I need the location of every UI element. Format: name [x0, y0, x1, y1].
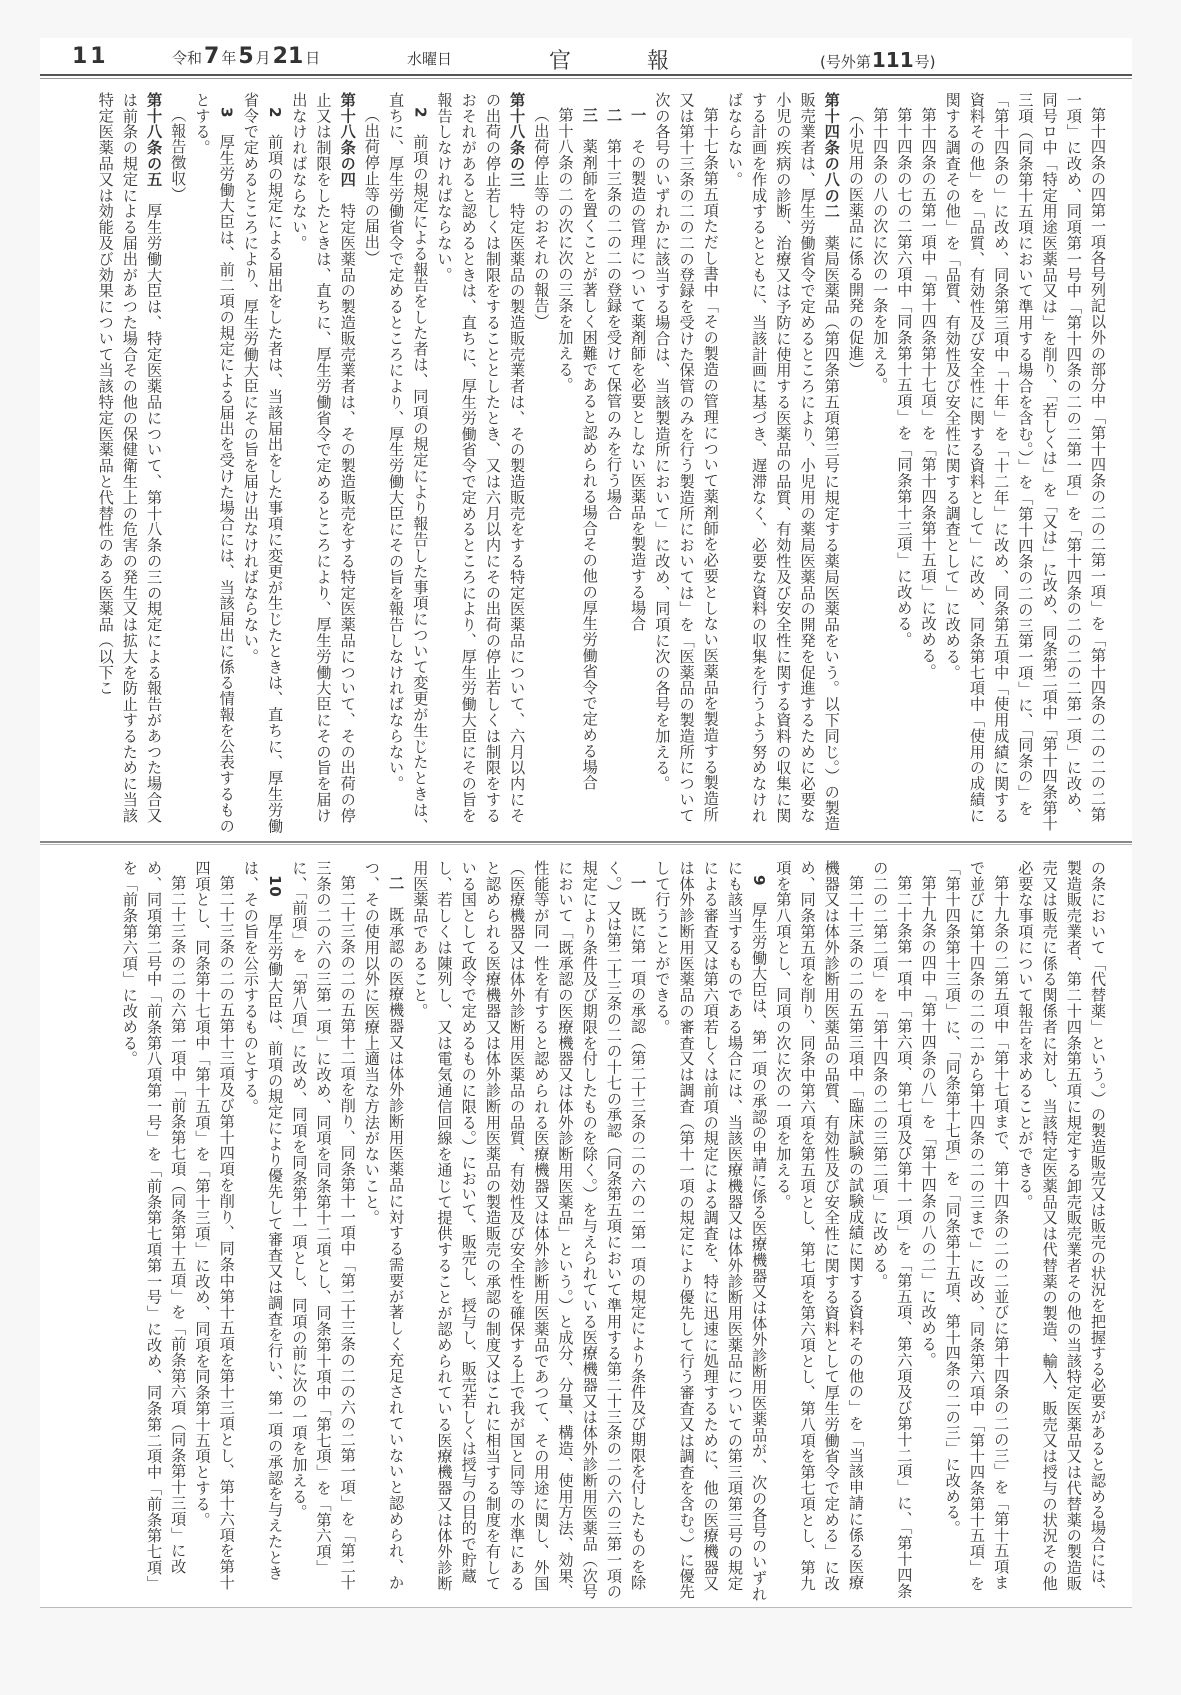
paragraph-text: 薬局医薬品（第四条第五項第三号に規定する薬局医薬品をいう。以下同じ。）の製造販売業者は、厚生労働省令で定めるところにより、小児用の薬局医薬品の開発を促進するために必要な小児の疾病の診断、治療又は予防に使用する医薬品の品質、有効性及び安全性に関する資料の収集に関する計画を作成するとともに、当該計画に基づき、遅滞なく、必要な資料の収集を行うよう努めなければならない。	[725, 92, 841, 832]
publication-title-po: 報	[647, 49, 670, 74]
item-paragraph	[408, 860, 650, 1602]
item-paragraph	[190, 92, 238, 834]
footer-divider	[40, 1607, 1132, 1608]
article-label: 一	[629, 875, 648, 892]
article-paragraph	[723, 92, 844, 834]
article-paragraph	[93, 92, 166, 834]
paragraph-text: 第十九条の二第五項中「第十七項まで、第十四条の二の二並びに第十四条の二の三」を「第十五項まで並びに第十四条の二の二から第十四条の二の三まで」に改め、同条第六項中「第十四条第十五項」を「第十四条第十三項」に、「同条第十七項」を「同条第十五項、第十四条の二の三」に改める。	[943, 860, 1011, 1592]
paragraph-text: 第二十三条の二の五第十二項を削り、同条第十一項中「第二十三条の二の六の二第一項」を「第二十三条の二の六の三第一項」に改め、同項を同条第十二項とし、同条第十項中「第七項」を「第六項」に、「前項」を「第八項」に改め、同項を同条第十一項とし、同項の前に次の一項を加える。	[290, 860, 357, 1591]
paragraph-text: 第二十三条の二の六第一項中「前条第七項（同条第十五項」を「前条第六項（同条第十三項」に改め、同項第二号中「前条第八項第一号」を「前条第七項第一号」に改め、同条第二項中「前条第七項」を「前条第六項」に改める。	[120, 860, 188, 1592]
paragraph-text: （小児用の医薬品に係る開発の促進）	[846, 107, 865, 378]
amendment-paragraph	[118, 860, 191, 1602]
item-paragraph	[239, 860, 287, 1602]
paragraph-text: 厚生労働大臣は、第一項の承認の申請に係る医療機器又は体外診断用医薬品が、次の各号のいずれにも該当するものである場合には、当該医療機器又は体外診断用医薬品についての第三項第三号の規定による審査又は第六項若しくは前項の規定による調査を、特に迅速に処理するために、他の医療機器又は体外診断用医薬品の審査又は調査（第十一項の規定により優先して行う審査又は調査を含む。）に優先して行うことができる。	[653, 860, 769, 1602]
issue-number: (号外第111号)	[820, 48, 936, 72]
paragraph-text: 厚生労働大臣は、前項の規定により優先して審査又は調査を行い、第一項の承認を与えたときは、その旨を公示するものとする。	[241, 860, 285, 1582]
paragraph-text: 第二十三条の二の五第十三項及び第十四項を削り、同条中第十五項を第十三項とし、第十六項を第十四項とし、同条第十七項中「第十五項」を「第十三項」に改め、同項を同条第十五項とする。	[193, 860, 236, 1591]
paragraph-text: 第十七条第五項ただし書中「その製造の管理について薬剤師を必要としない医薬品を製造する製造所又は第十三条の二の二の登録を受けた保管のみを行う製造所においては」を「医薬品の製造所について次の各号のいずれかに該当する場合は、当該製造所において」に改め、同項に次の各号を加える。	[653, 92, 720, 824]
item-paragraph	[384, 92, 432, 834]
amendment-paragraph	[190, 860, 238, 1602]
amendment-paragraph	[868, 860, 916, 1602]
paragraph-text: 第十四条の五第一項中「第十四条第十七項」を「第十四条第十五項」に改める。	[919, 107, 938, 680]
paragraph-text: 第十四条の八の次に次の一条を加える。	[871, 107, 890, 394]
text-paragraph	[1013, 860, 1110, 1602]
item-paragraph	[360, 860, 408, 1602]
gazette-page	[40, 38, 1132, 1608]
article-paragraph	[432, 92, 529, 834]
amendment-paragraph	[916, 92, 940, 834]
paragraph-text: 前項の規定による報告をした者は、同項の規定により報告した事項について変更が生じたときは、直ちに、厚生労働省令で定めるところにより、厚生労働大臣にその旨を報告しなければならない。	[387, 92, 430, 834]
article-caption	[844, 92, 868, 834]
top-text-section	[70, 92, 1110, 834]
article-caption	[166, 92, 190, 834]
paragraph-text: （報告徴収）	[169, 107, 188, 203]
article-caption	[529, 92, 553, 834]
page-header	[62, 42, 1132, 76]
section-divider	[40, 841, 1132, 845]
article-label: 二	[387, 875, 406, 892]
header-divider	[40, 74, 1132, 79]
item-paragraph	[602, 92, 626, 834]
article-label: 第十八条の四	[338, 92, 357, 188]
article-label: 3	[217, 107, 236, 119]
amendment-paragraph	[771, 860, 868, 1602]
paragraph-text: 第十八条の二の次に次の三条を加える。	[556, 107, 575, 394]
item-paragraph	[239, 92, 287, 834]
bottom-text-section	[70, 860, 1110, 1602]
paragraph-text: 薬剤師を置くことが著しく困難であると認められる場合その他の厚生労働省令で定める場合	[580, 139, 599, 791]
paragraph-text: （出荷停止等のおそれの報告）	[532, 107, 551, 330]
amendment-paragraph	[941, 92, 1110, 834]
paragraph-text: 厚生労働大臣は、特定医薬品について、第十八条の三の規定による報告があつた場合又は前条の規定による届出があつた場合その他の保健衛生上の危害の発生又は拡大を防止するために当該特定医薬品又は効能及び効果について当該特定医薬品と代替性のある医薬品（以下こ	[96, 92, 164, 824]
article-label: 9	[750, 875, 769, 887]
article-label: 三	[580, 107, 599, 124]
publication-title-kan: 官	[549, 49, 572, 74]
article-label: 二	[604, 107, 623, 124]
paragraph-text: 特定医薬品の製造販売業者は、その製造販売をする特定医薬品について、六月以内にその出荷の停止若しくは制限をすることとしたとき、又は六月以内にその出荷の停止若しくは制限をするおそれがあると認めるときは、直ちに、厚生労働省令で定めるところにより、厚生労働大臣にその旨を報告しなければならない。	[435, 92, 527, 824]
issue-date: 令和7 年5 月21 日	[172, 44, 321, 69]
paragraph-text: 特定医薬品の製造販売業者は、その製造販売をする特定医薬品について、その出荷の停止又は制限をしたときは、直ちに、厚生労働省令で定めるところにより、厚生労働大臣にその旨を届け出なければならない。	[290, 92, 357, 824]
article-label: 第十八条の五	[145, 92, 164, 188]
amendment-paragraph	[892, 92, 916, 834]
article-label: 10	[266, 875, 285, 898]
paragraph-text: 第十四条の七の二第六項中「同条第十五項」を「同条第十三項」に改める。	[895, 107, 914, 648]
amendment-paragraph	[553, 92, 577, 834]
article-label: 一	[629, 107, 648, 124]
paragraph-text: 既承認の医療機器又は体外診断用医薬品に対する需要が著しく充足されていないと認められ、かつ、その使用以外に医療上適当な方法がないこと。	[362, 860, 406, 1591]
article-paragraph	[287, 92, 360, 834]
paragraph-text: 第十三条の二の二の登録を受けて保管のみを行う場合	[604, 139, 623, 521]
page-number: 11	[72, 44, 109, 69]
paragraph-text: 第二十三条の二の五第三項中「臨床試験の試験成績に関する資料その他の」を「当該申請に係る医療機器又は体外診断用医薬品の品質、有効性及び安全性に関する資料として厚生労働省令で定める」に改め、同条第五項を削り、同条中第六項を第五項とし、第七項を第六項とし、第八項を第七項とし、第九項を第八項とし、同項の次に次の一項を加える。	[774, 860, 865, 1592]
paragraph-text: 厚生労働大臣は、前二項の規定による届出を受けた場合には、当該届出に係る情報を公表するものとする。	[193, 92, 236, 834]
paragraph-text: の条において「代替薬」という。）の製造販売又は販売の状況を把握する必要があると認める場合には、製造販売業者、第二十四条第五項に規定する卸売販売業者その他の当該特定医薬品又は代替薬の製造販売又は販売に係る関係者に対し、当該特定医薬品又は代替薬の製造、輸入、販売又は授与の状況その他必要な事項について報告を求めることができる。	[1016, 860, 1107, 1600]
paragraph-text: （出荷停止等の届出）	[362, 107, 381, 267]
amendment-paragraph	[941, 860, 1014, 1602]
article-caption	[360, 92, 384, 834]
article-label: 第十八条の三	[508, 92, 527, 188]
item-paragraph	[650, 860, 771, 1602]
item-paragraph	[578, 92, 602, 834]
paragraph-text: 第十四条の四第一項各号列記以外の部分中「第十四条の二の二第一項」を「第十四条の二の二の二第一項」に改め、同項第一号中「第十四条の二の二第一項」を「第十四条の二の二の二第一項」に改め、同号ロ中「特定用途医薬品又は」を削り、「若しくは」を「又は」に改め、同条第二項中「第十四条第十三項（同条第十五項において準用する場合を含む。）」を「第十四条の二の三第一項」に、「同条の」を「第十四条の」に改め、同条第三項中「十年」を「十二年」に改め、同条第五項中「使用成績に関する資料その他」を「品質、有効性及び安全性に関する資料として」に改め、同条第七項中「使用の成績に関する調査その他」を「品質、有効性及び安全性に関する調査として」に改める。	[943, 92, 1107, 832]
paragraph-text: その製造の管理について薬剤師を必要としない医薬品を製造する場合	[629, 139, 648, 632]
amendment-paragraph	[868, 92, 892, 834]
amendment-paragraph	[650, 92, 723, 834]
paragraph-text: 前項の規定による届出をした者は、当該届出をした事項に変更が生じたときは、直ちに、厚生労働省令で定めるところにより、厚生労働大臣にその旨を届け出なければならない。	[241, 92, 285, 834]
paragraph-text: 第二十条第一項中「第六項、第七項及び第十一項」を「第五項、第六項及び第十二項」に、「第十四条の二の二第二項」を「第十四条の二の三第二項」に改める。	[871, 860, 914, 1599]
article-label: 第十四条の八の二	[822, 92, 841, 220]
paragraph-text: 既に第一項の承認（第二十三条の二の六の二第一項の規定により条件及び期限を付したものを除く。）又は第二十三条の二の十七の承認（同条第五項において準用する第二十三条の二の六の三第一項の規定により条件及び期限を付したものを除く。）を与えられている医療機器又は体外診断用医薬品（次号において「既承認の医療機器又は体外診断用医薬品」という。）と成分、分量、構造、使用方法、効果、性能等が同一性を有すると認められる医療機器又は体外診断用医薬品であつて、その用途に関し、外国（医療機器又は体外診断用医薬品の品質、有効性及び安全性を確保する上で我が国と同等の水準にあると認められる医療機器又は体外診断用医薬品の製造販売の承認の制度又はこれに相当する制度を有している国として政令で定めるものに限る。）において、販売し、授与し、販売若しくは授与の目的で貯蔵し、若しくは陳列し、又は電気通信回線を通じて提供することが認められている医療機器又は体外診断用医薬品であること。	[411, 860, 648, 1600]
paragraph-text: 第十九条の四中「第十四条の八」を「第十四条の八の二」に改める。	[919, 875, 938, 1369]
weekday: 水曜日	[407, 50, 453, 68]
article-label: 2	[266, 107, 285, 119]
amendment-paragraph	[916, 860, 940, 1602]
article-label: 2	[411, 107, 430, 119]
amendment-paragraph	[287, 860, 360, 1602]
item-paragraph	[626, 92, 650, 834]
